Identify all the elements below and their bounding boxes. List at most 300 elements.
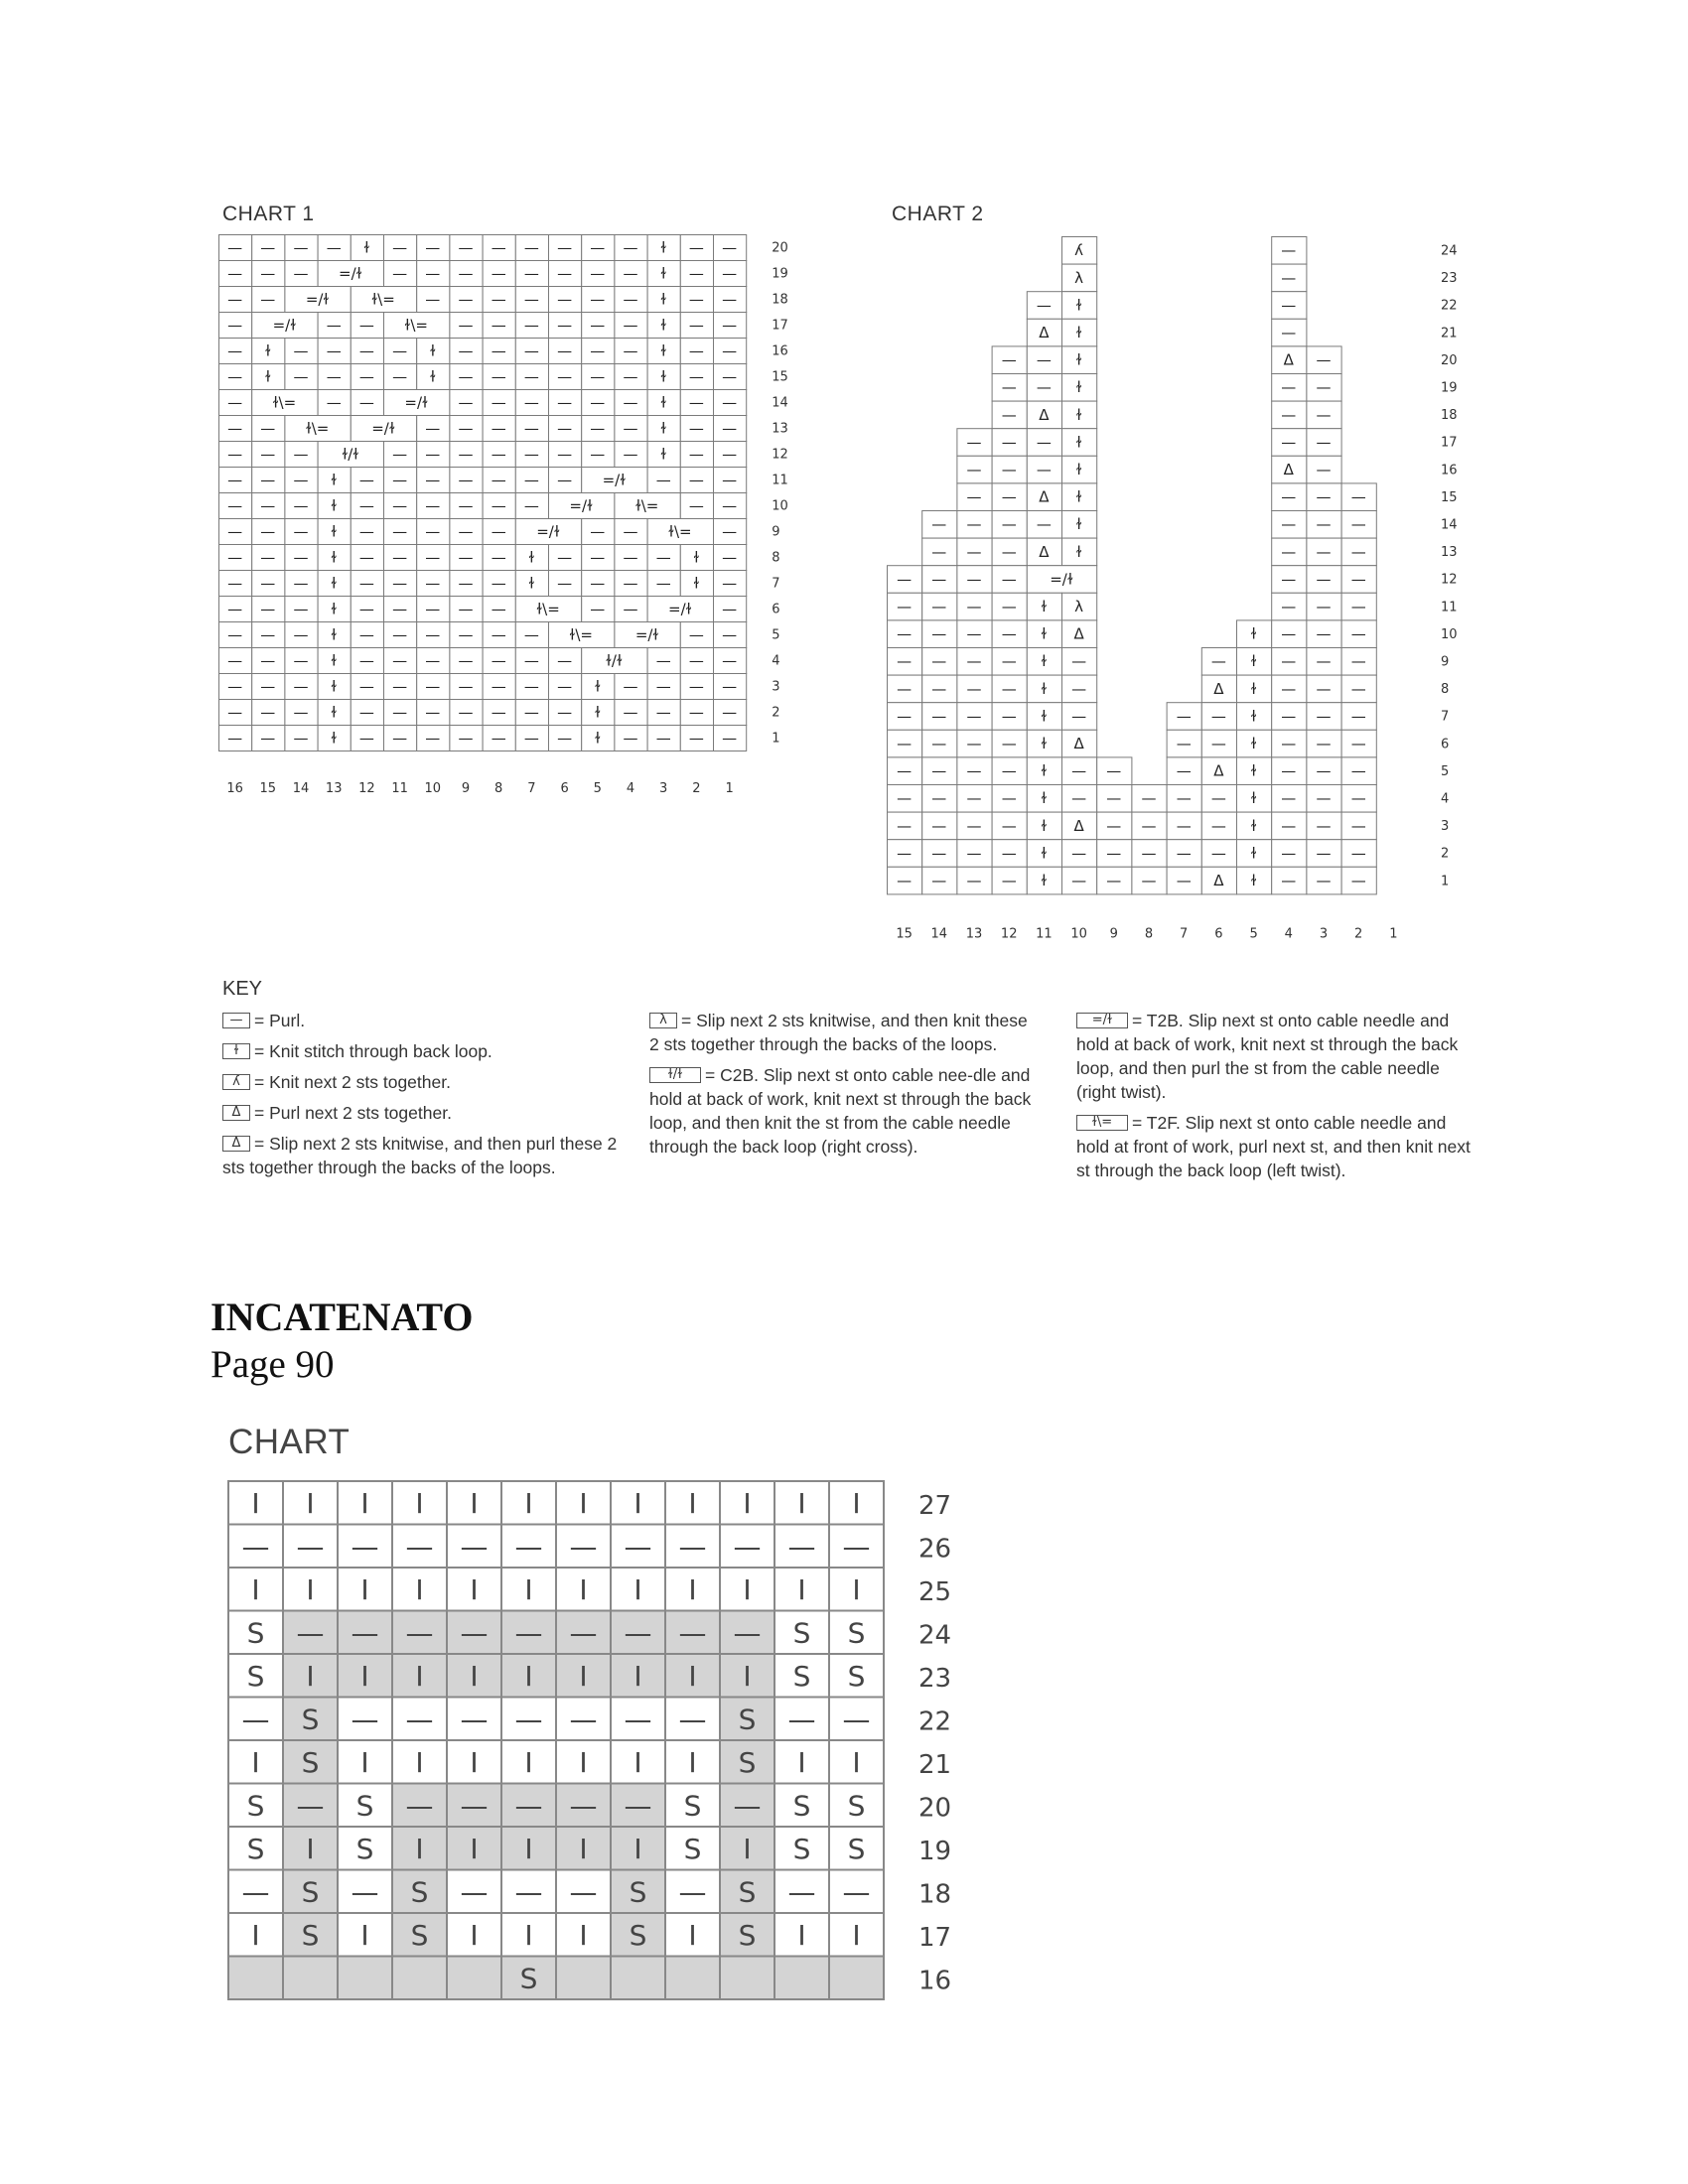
purl-symbol: —	[351, 1703, 379, 1736]
purl-symbol: —	[458, 264, 474, 283]
purl-symbol: —	[688, 729, 704, 748]
t2b-cable-symbol: =/ɫ	[404, 393, 428, 412]
column-label: 6	[1214, 926, 1223, 942]
purl-symbol: —	[557, 393, 573, 412]
purl-symbol: —	[897, 679, 913, 698]
knit-tbl-symbol: ɫ	[660, 264, 667, 283]
purl-symbol: —	[227, 651, 243, 670]
chart3-row-label: 20	[918, 1793, 952, 1824]
row-label: 3	[1441, 819, 1450, 835]
row-label: 23	[1441, 271, 1458, 287]
page-number: Page 90	[211, 1343, 335, 1386]
purl-symbol: —	[296, 1616, 325, 1650]
slip-symbol: S	[629, 1918, 647, 1952]
knit-tbl-symbol: ɫ	[331, 600, 338, 618]
slip-symbol: S	[301, 1918, 320, 1952]
p2tog-symbol: Δ	[1283, 350, 1294, 369]
purl-symbol: —	[623, 419, 638, 438]
purl-symbol: —	[688, 471, 704, 489]
purl-symbol: —	[392, 600, 408, 618]
knit-symbol: I	[579, 1572, 588, 1606]
purl-symbol: —	[260, 445, 276, 464]
purl-symbol: —	[1281, 872, 1297, 889]
column-label: 8	[494, 781, 503, 796]
knit-symbol: I	[524, 1745, 533, 1779]
purl-symbol: —	[931, 624, 947, 643]
purl-symbol: —	[1281, 378, 1297, 397]
purl-symbol: —	[1350, 652, 1366, 671]
purl-symbol: —	[293, 548, 309, 567]
purl-symbol: —	[590, 419, 606, 438]
purl-symbol: —	[1316, 761, 1332, 780]
row-label: 13	[1441, 545, 1458, 561]
purl-symbol: —	[1316, 461, 1332, 478]
knit-tbl-symbol: ɫ	[528, 574, 535, 593]
column-label: 13	[965, 926, 983, 942]
purl-symbol: —	[931, 844, 947, 863]
purl-symbol: —	[1316, 598, 1332, 615]
purl-symbol: —	[351, 1616, 379, 1650]
purl-symbol: —	[1281, 679, 1297, 698]
purl-symbol: —	[569, 1703, 598, 1736]
purl-symbol: —	[931, 652, 947, 671]
purl-symbol: —	[1350, 844, 1366, 863]
purl-symbol: —	[1141, 789, 1157, 808]
knit-tbl-symbol: ɫ	[429, 367, 436, 386]
knit-symbol: I	[470, 1918, 479, 1952]
knit-tbl-symbol: ɫ	[693, 548, 700, 567]
purl-symbol: —	[557, 729, 573, 748]
knit-tbl-symbol: ɫ	[660, 316, 667, 335]
purl-symbol: —	[733, 1789, 762, 1823]
knit-symbol: I	[852, 1486, 861, 1520]
purl-symbol: —	[897, 872, 913, 889]
row-label: 11	[772, 473, 788, 488]
purl-symbol: —	[688, 341, 704, 360]
purl-symbol: —	[358, 471, 374, 489]
purl-symbol: —	[460, 1530, 489, 1564]
purl-symbol: —	[1350, 515, 1366, 534]
slip-symbol: S	[410, 1875, 429, 1909]
purl-symbol: —	[897, 789, 913, 808]
chart3-row-label: 17	[918, 1922, 952, 1953]
knit-symbol: I	[524, 1572, 533, 1606]
slip-symbol: S	[847, 1789, 866, 1823]
purl-symbol: —	[227, 341, 243, 360]
knit-tbl-symbol: ɫ	[331, 625, 338, 644]
slip-symbol: S	[410, 1918, 429, 1952]
purl-symbol: —	[514, 1703, 543, 1736]
purl-symbol: —	[425, 600, 441, 618]
purl-symbol: —	[260, 419, 276, 438]
purl-symbol: —	[227, 238, 243, 257]
purl-symbol: —	[557, 471, 573, 489]
knit-tbl-symbol: ɫ	[1250, 652, 1257, 671]
purl-symbol: —	[1210, 816, 1226, 835]
purl-symbol: —	[569, 1530, 598, 1564]
purl-symbol: —	[458, 625, 474, 644]
purl-symbol: —	[491, 600, 506, 618]
t2f-cable-symbol: ɫ\=	[305, 419, 330, 438]
purl-symbol: —	[1001, 816, 1017, 835]
purl-symbol: —	[458, 341, 474, 360]
knit-tbl-symbol: ɫ	[660, 445, 667, 464]
t2f-cable-symbol: ɫ\=	[371, 290, 395, 309]
slip-symbol: S	[847, 1616, 866, 1650]
purl-symbol: —	[1350, 872, 1366, 889]
row-label: 17	[772, 318, 788, 334]
slip-symbol: S	[355, 1789, 374, 1823]
knit-tbl-symbol: ɫ	[693, 574, 700, 593]
purl-symbol: —	[458, 651, 474, 670]
purl-symbol: —	[392, 548, 408, 567]
purl-symbol: —	[590, 574, 606, 593]
purl-symbol: —	[227, 625, 243, 644]
purl-symbol: —	[1071, 707, 1087, 726]
column-label: 12	[358, 781, 375, 796]
column-label: 8	[1144, 926, 1154, 942]
chart3-cell	[611, 1957, 665, 2000]
purl-symbol: —	[1281, 570, 1297, 589]
knit-symbol: I	[633, 1659, 642, 1693]
purl-symbol: —	[557, 574, 573, 593]
ssk-symbol: λ	[1074, 598, 1084, 615]
row-label: 11	[1441, 600, 1458, 615]
purl-symbol: —	[590, 341, 606, 360]
purl-symbol: —	[523, 290, 539, 309]
row-label: 20	[1441, 352, 1458, 368]
purl-symbol: —	[722, 367, 738, 386]
chart2-title: CHART 2	[892, 203, 984, 225]
knit-tbl-symbol: ɫ	[1250, 707, 1257, 726]
knit-tbl-symbol: ɫ	[1041, 816, 1048, 835]
purl-symbol: —	[1141, 872, 1157, 889]
purl-symbol: —	[722, 341, 738, 360]
row-label: 12	[1441, 572, 1458, 588]
column-label: 15	[259, 781, 277, 796]
row-label: 21	[1441, 326, 1458, 341]
knit-tbl-symbol: ɫ	[660, 367, 667, 386]
row-label: 15	[1441, 489, 1458, 505]
knit-symbol: I	[415, 1659, 424, 1693]
slip-symbol: S	[246, 1616, 265, 1650]
purl-symbol: —	[897, 598, 913, 615]
purl-symbol: —	[1001, 487, 1017, 506]
knit-symbol: I	[470, 1659, 479, 1693]
purl-symbol: —	[1316, 707, 1332, 726]
purl-symbol: —	[1281, 761, 1297, 780]
purl-symbol: —	[966, 679, 982, 698]
chart3-row-label: 26	[918, 1534, 952, 1565]
purl-symbol: —	[1316, 433, 1332, 452]
purl-symbol: —	[293, 625, 309, 644]
column-label: 11	[391, 781, 408, 796]
purl-symbol: —	[722, 419, 738, 438]
purl-symbol: —	[1316, 872, 1332, 889]
purl-symbol: —	[1210, 789, 1226, 808]
knit-tbl-symbol: ɫ	[660, 290, 667, 309]
purl-symbol: —	[688, 419, 704, 438]
knit-symbol: I	[524, 1659, 533, 1693]
purl-symbol: —	[1176, 707, 1192, 726]
purl-symbol: —	[1106, 761, 1122, 780]
p2tog-symbol: Δ	[1213, 761, 1224, 780]
purl-symbol: —	[1316, 679, 1332, 698]
purl-symbol: —	[425, 522, 441, 541]
knit-tbl-symbol: ɫ	[331, 729, 338, 748]
knit-symbol: I	[251, 1572, 260, 1606]
purl-symbol: —	[966, 570, 982, 589]
purl-symbol: —	[1036, 350, 1052, 369]
purl-symbol: —	[293, 238, 309, 257]
column-label: 4	[1284, 926, 1293, 942]
purl-symbol: —	[623, 290, 638, 309]
purl-symbol: —	[688, 393, 704, 412]
knit-tbl-symbol: ɫ	[331, 651, 338, 670]
purl-symbol: —	[722, 574, 738, 593]
purl-symbol: —	[1001, 844, 1017, 863]
purl-symbol: —	[227, 264, 243, 283]
knit-symbol: I	[579, 1918, 588, 1952]
key-item-purl: — = Purl.	[222, 1009, 620, 1032]
column-label: 3	[659, 781, 668, 796]
purl-symbol: —	[897, 652, 913, 671]
purl-symbol: —	[655, 729, 671, 748]
knit-symbol: I	[579, 1659, 588, 1693]
purl-symbol: —	[491, 496, 506, 515]
purl-symbol: —	[425, 729, 441, 748]
knit-tbl-symbol: ɫ	[594, 677, 601, 696]
purl-symbol: —	[491, 419, 506, 438]
row-label: 2	[1441, 846, 1450, 862]
purl-symbol: —	[293, 367, 309, 386]
key-item-ssk: λ = Slip next 2 sts knitwise, and then knit these 2 sts together through the backs of the loops.	[649, 1011, 1028, 1054]
knit-symbol: I	[579, 1832, 588, 1865]
purl-symbol: —	[931, 707, 947, 726]
row-label: 12	[772, 447, 788, 463]
knit-tbl-symbol: ɫ	[1041, 844, 1048, 863]
purl-symbol: —	[358, 651, 374, 670]
row-label: 13	[772, 421, 788, 437]
purl-symbol: —	[1281, 735, 1297, 752]
row-label: 14	[1441, 517, 1458, 533]
purl-symbol: —	[966, 515, 982, 534]
purl-symbol: —	[678, 1703, 707, 1736]
purl-symbol: —	[1176, 735, 1192, 752]
knit-tbl-symbol: ɫ	[1075, 405, 1082, 424]
knit-symbol: I	[743, 1659, 752, 1693]
purl-symbol: —	[358, 625, 374, 644]
purl-symbol: —	[1281, 324, 1297, 341]
purl-symbol: —	[1350, 679, 1366, 698]
purl-symbol: —	[514, 1616, 543, 1650]
purl-symbol: —	[688, 496, 704, 515]
knit-symbol: I	[360, 1745, 369, 1779]
purl-symbol: —	[966, 652, 982, 671]
purl-symbol: —	[405, 1703, 434, 1736]
purl-symbol: —	[326, 367, 342, 386]
purl-symbol: —	[1281, 598, 1297, 615]
purl-symbol: —	[405, 1530, 434, 1564]
purl-symbol: —	[931, 679, 947, 698]
knit-symbol: I	[470, 1832, 479, 1865]
knit-tbl-symbol: ɫ	[1041, 624, 1048, 643]
knit-tbl-symbol: ɫ	[1075, 324, 1082, 341]
row-label: 22	[1441, 298, 1458, 314]
purl-symbol: —	[458, 238, 474, 257]
purl-symbol: —	[624, 1703, 652, 1736]
knit-symbol: I	[688, 1572, 697, 1606]
row-label: 18	[772, 292, 788, 308]
purl-symbol: —	[722, 290, 738, 309]
purl-symbol: —	[557, 264, 573, 283]
knit-tbl-symbol: ɫ	[1041, 652, 1048, 671]
purl-symbol: —	[296, 1789, 325, 1823]
purl-symbol: —	[425, 264, 441, 283]
purl-symbol: —	[590, 522, 606, 541]
purl-symbol: —	[358, 600, 374, 618]
purl-symbol: —	[1210, 707, 1226, 726]
purl-symbol: —	[1281, 296, 1297, 315]
purl-symbol: —	[1281, 652, 1297, 671]
knit-tbl-symbol: ɫ	[528, 548, 535, 567]
purl-symbol: —	[241, 1530, 270, 1564]
slip-symbol: S	[792, 1616, 811, 1650]
knit-tbl-symbol: ɫ	[429, 341, 436, 360]
purl-symbol: —	[293, 471, 309, 489]
purl-symbol: —	[569, 1875, 598, 1909]
purl-symbol: —	[514, 1530, 543, 1564]
purl-symbol: —	[557, 367, 573, 386]
slip-symbol: S	[355, 1832, 374, 1865]
purl-symbol: —	[1316, 844, 1332, 863]
knit-symbol: I	[415, 1486, 424, 1520]
purl-symbol: —	[688, 238, 704, 257]
row-label: 16	[772, 343, 788, 359]
purl-symbol: —	[569, 1789, 598, 1823]
purl-symbol: —	[623, 703, 638, 722]
knit-symbol: I	[688, 1486, 697, 1520]
purl-symbol: —	[1176, 872, 1192, 889]
purl-symbol: —	[491, 548, 506, 567]
purl-symbol: —	[931, 598, 947, 615]
knit-tbl-symbol: ɫ	[1041, 679, 1048, 698]
knit-tbl-symbol: ɫ	[1075, 515, 1082, 534]
k2tog-symbol-icon: ʎ	[222, 1074, 250, 1090]
purl-symbol: —	[655, 548, 671, 567]
knit-symbol: I	[306, 1572, 315, 1606]
purl-symbol: —	[491, 471, 506, 489]
purl-symbol: —	[1281, 707, 1297, 726]
purl-symbol: —	[425, 471, 441, 489]
purl-symbol: —	[678, 1616, 707, 1650]
purl-symbol: —	[405, 1616, 434, 1650]
purl-symbol: —	[458, 419, 474, 438]
purl-symbol: —	[655, 677, 671, 696]
column-label: 7	[527, 781, 536, 796]
purl-symbol: —	[722, 445, 738, 464]
column-label: 7	[1180, 926, 1189, 942]
key-item-p2tog: Δ = Purl next 2 sts together.	[222, 1101, 620, 1125]
purl-symbol: —	[842, 1530, 871, 1564]
purl-symbol: —	[491, 522, 506, 541]
chart3-title: CHART	[228, 1423, 351, 1461]
column-label: 15	[896, 926, 913, 942]
purl-symbol: —	[897, 844, 913, 863]
row-label: 10	[1441, 626, 1458, 642]
knit-tbl-symbol: ɫ	[1250, 735, 1257, 752]
purl-symbol: —	[392, 238, 408, 257]
slip-symbol: S	[792, 1659, 811, 1693]
purl-symbol: —	[688, 677, 704, 696]
purl-symbol: —	[523, 264, 539, 283]
purl-symbol: —	[557, 341, 573, 360]
t2f-cable-symbol: ɫ\=	[536, 600, 560, 618]
purl-symbol: —	[491, 677, 506, 696]
purl-symbol: —	[966, 761, 982, 780]
purl-symbol: —	[931, 515, 947, 534]
purl-symbol: —	[523, 316, 539, 335]
purl-symbol: —	[458, 522, 474, 541]
chart1-grid	[218, 234, 834, 800]
row-label: 6	[1441, 737, 1450, 752]
knit-symbol: I	[688, 1659, 697, 1693]
chart3-cell	[392, 1957, 447, 2000]
knit-tbl-symbol: ɫ	[331, 522, 338, 541]
purl-symbol: —	[425, 548, 441, 567]
key-item-ssp: Δ = Slip next 2 sts knitwise, and then purl these 2 sts together through the backs of the loops.	[222, 1134, 618, 1177]
purl-symbol: —	[392, 625, 408, 644]
purl-symbol: —	[1281, 515, 1297, 534]
purl-symbol: —	[722, 677, 738, 696]
column-label: 10	[1070, 926, 1087, 942]
knit-tbl-symbol: ɫ	[594, 729, 601, 748]
purl-symbol: —	[722, 496, 738, 515]
purl-symbol: —	[293, 341, 309, 360]
purl-symbol: —	[1316, 789, 1332, 808]
purl-symbol: —	[931, 789, 947, 808]
purl-symbol: —	[722, 316, 738, 335]
column-label: 5	[1249, 926, 1258, 942]
purl-symbol: —	[523, 445, 539, 464]
purl-symbol: —	[787, 1530, 816, 1564]
purl-symbol: —	[624, 1616, 652, 1650]
purl-symbol: —	[623, 393, 638, 412]
purl-symbol: —	[623, 677, 638, 696]
purl-symbol: —	[590, 316, 606, 335]
purl-symbol: —	[523, 419, 539, 438]
purl-symbol: —	[590, 264, 606, 283]
knit-symbol: I	[743, 1486, 752, 1520]
knit-symbol: I	[470, 1745, 479, 1779]
row-label: 1	[1441, 874, 1450, 889]
slip-symbol: S	[792, 1832, 811, 1865]
slip-symbol: S	[683, 1789, 702, 1823]
chart3-cell	[338, 1957, 392, 2000]
purl-symbol: —	[1001, 570, 1017, 589]
chart3-row-label: 24	[918, 1620, 952, 1651]
purl-symbol: —	[425, 445, 441, 464]
purl-symbol: —	[260, 264, 276, 283]
purl-symbol: —	[1350, 816, 1366, 835]
purl-symbol: —	[590, 290, 606, 309]
knit-symbol: I	[470, 1486, 479, 1520]
purl-symbol: —	[557, 445, 573, 464]
purl-symbol: —	[966, 487, 982, 506]
purl-symbol: —	[1176, 789, 1192, 808]
purl-symbol: —	[1001, 707, 1017, 726]
purl-symbol: —	[1281, 844, 1297, 863]
